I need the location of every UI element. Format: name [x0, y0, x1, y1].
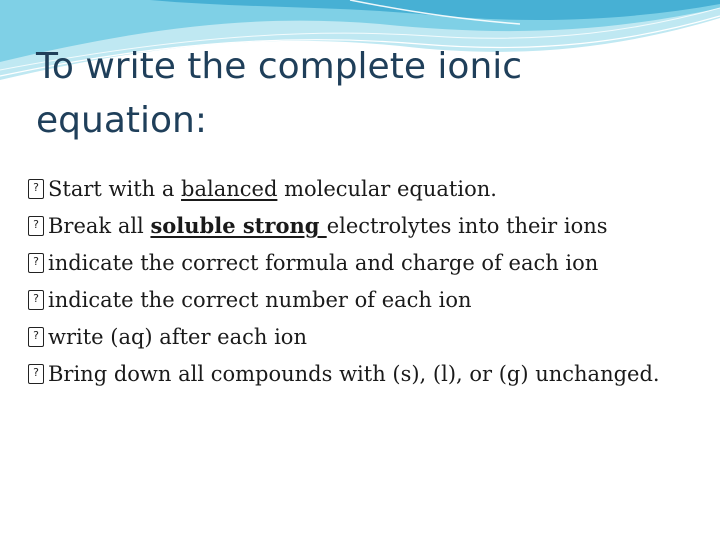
bullet-item: [28, 174, 688, 204]
bullet-glyph-icon: ?: [28, 253, 44, 273]
bullet-text: electrolytes into their ions: [326, 214, 608, 238]
bullet-text: Break all: [48, 214, 151, 238]
bullet-item: [28, 211, 688, 241]
bullet-item: [28, 359, 688, 389]
bullet-glyph-icon: ?: [28, 216, 44, 236]
bullet-glyph-icon: ?: [28, 179, 44, 199]
bullet-emphasis-bold-underlined: soluble strong: [150, 213, 327, 238]
bullet-item: [28, 285, 688, 315]
bullet-emphasis-underlined: balanced: [181, 177, 278, 201]
bullet-glyph-icon: ?: [28, 327, 44, 347]
bullet-text: write (aq) after each ion: [48, 325, 307, 349]
bullet-item: [28, 322, 688, 352]
slide-title: To write the complete ionic equation:: [36, 46, 523, 141]
bullet-text: indicate the correct number of each ion: [48, 288, 472, 312]
bullet-text: molecular equation.: [277, 177, 497, 201]
bullet-item: [28, 248, 688, 278]
bullet-text: Bring down all compounds with (s), (l), or (g) unchanged.: [48, 362, 660, 386]
bullet-text: Start with a: [48, 177, 182, 201]
bullet-glyph-icon: ?: [28, 290, 44, 310]
bullet-list: [28, 174, 688, 396]
bullet-text: indicate the correct formula and charge of each ion: [48, 251, 599, 275]
bullet-glyph-icon: ?: [28, 364, 44, 384]
